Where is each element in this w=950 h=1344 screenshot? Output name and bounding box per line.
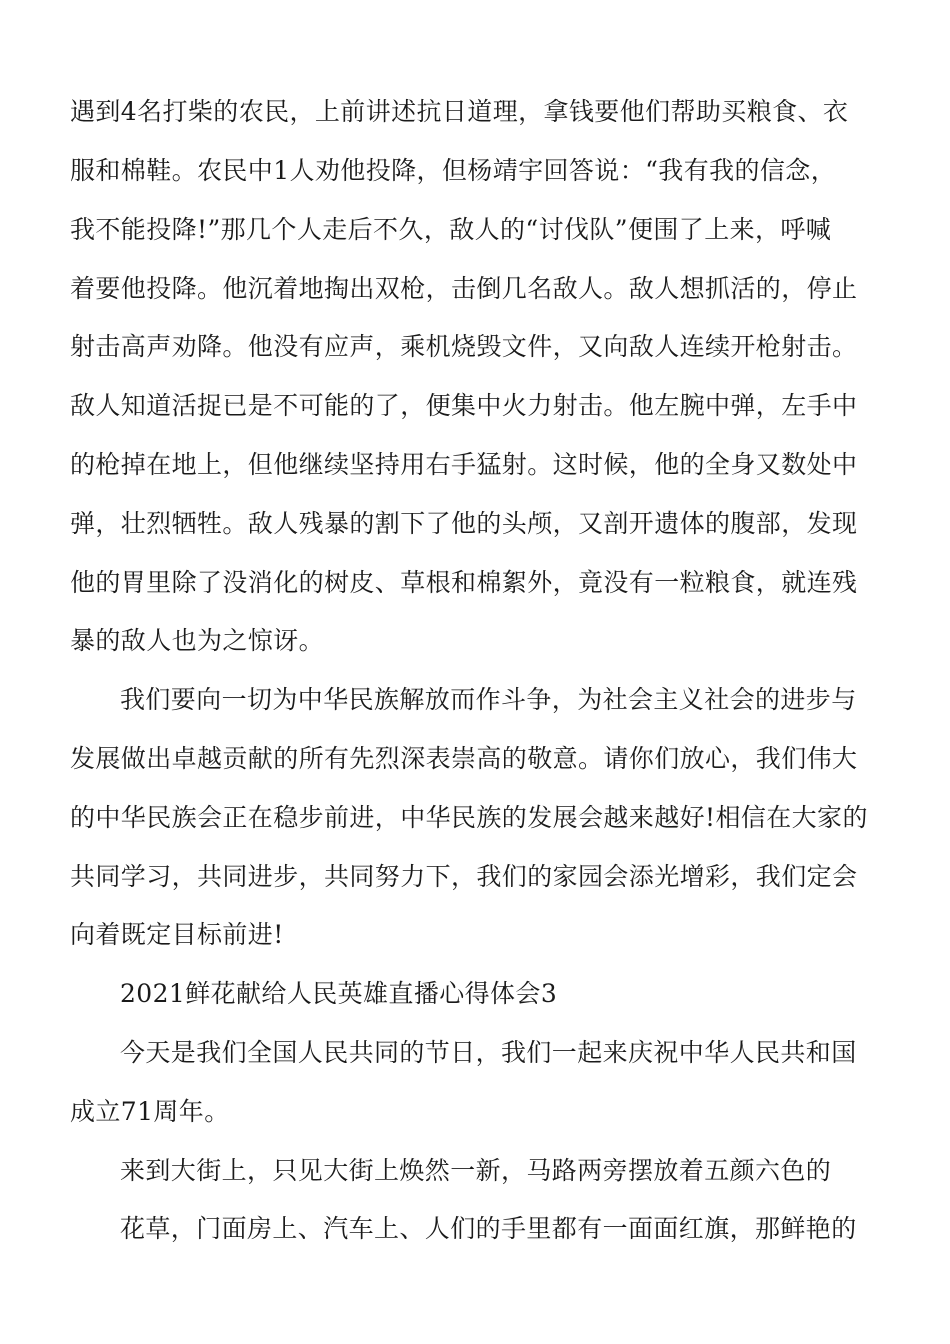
section-heading: 2021鲜花献给人民英雄直播心得体会3 — [120, 979, 558, 1008]
text-line: 着要他投降。他沉着地掏出双枪，击倒几名敌人。敌人想抓活的，停止 — [70, 274, 858, 303]
text-line: 暴的敌人也为之惊讶。 — [70, 626, 325, 655]
text-line: 敌人知道活捉已是不可能的了，便集中火力射击。他左腕中弹，左手中 — [70, 391, 858, 420]
text-line: 的枪掉在地上，但他继续坚持用右手猛射。这时候，他的全身又数处中 — [70, 450, 858, 479]
text-line: 遇到4名打柴的农民，上前讲述抗日道理，拿钱要他们帮助买粮食、衣 — [70, 97, 849, 126]
text-line: 弹，壮烈牺牲。敌人残暴的割下了他的头颅，又剖开遗体的腹部，发现 — [70, 509, 858, 538]
text-line: 成立71周年。 — [70, 1097, 230, 1126]
text-line: 共同学习，共同进步，共同努力下，我们的家园会添光增彩，我们定会 — [70, 862, 858, 891]
paragraph-first-line: 今天是我们全国人民共同的节日，我们一起来庆祝中华人民共和国 — [120, 1038, 857, 1067]
text-line: 发展做出卓越贡献的所有先烈深表崇高的敬意。请你们放心，我们伟大 — [70, 744, 858, 773]
text-line: 我不能投降!”那几个人走后不久，敌人的“讨伐队”便围了上来，呼喊 — [70, 215, 832, 244]
text-line: 的中华民族会正在稳步前进，中华民族的发展会越来越好!相信在大家的 — [70, 803, 868, 832]
paragraph-first-line: 来到大街上，只见大街上焕然一新，马路两旁摆放着五颜六色的 — [120, 1156, 832, 1185]
text-line: 他的胃里除了没消化的树皮、草根和棉絮外，竟没有一粒粮食，就连残 — [70, 568, 858, 597]
paragraph-first-line: 花草，门面房上、汽车上、人们的手里都有一面面红旗，那鲜艳的 — [120, 1214, 857, 1243]
text-line: 服和棉鞋。农民中1人劝他投降，但杨靖宇回答说：“我有我的信念， — [70, 156, 837, 185]
paragraph-first-line: 我们要向一切为中华民族解放而作斗争，为社会主义社会的进步与 — [120, 685, 857, 714]
text-line: 射击高声劝降。他没有应声，乘机烧毁文件，又向敌人连续开枪射击。 — [70, 332, 858, 361]
text-line: 向着既定目标前进! — [70, 920, 284, 949]
